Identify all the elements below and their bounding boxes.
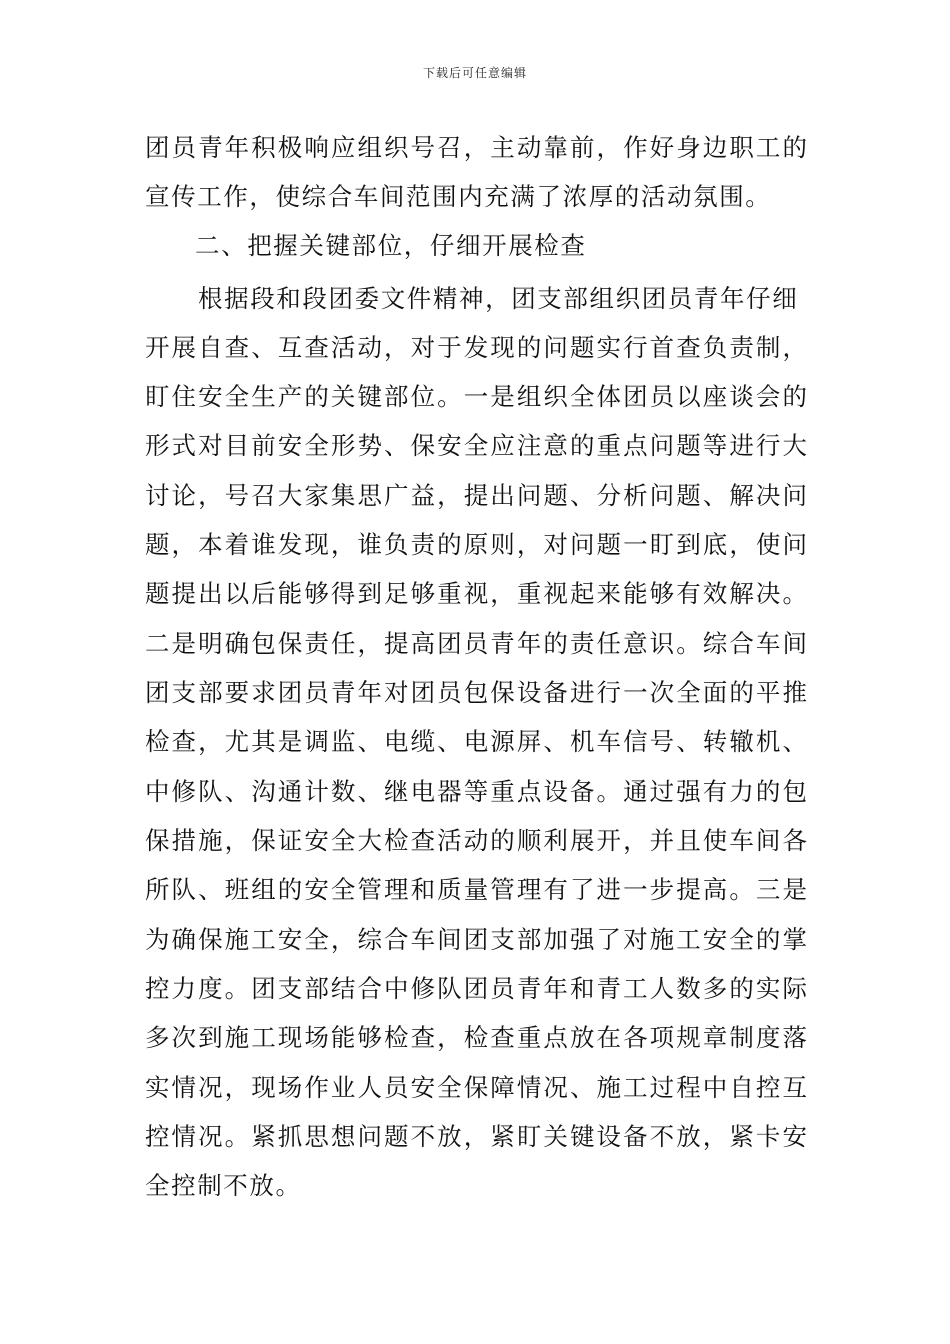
section-heading: 二、把握关键部位，仔细开展检查 [195,231,587,260]
body-line: 所队、班组的安全管理和质量管理有了进一步提高。三是 [145,875,807,904]
body-line: 团员青年积极响应组织号召，主动靠前，作好身边职工的 [145,133,807,162]
body-line: 控力度。团支部结合中修队团员青年和青工人数多的实际 [145,974,807,1003]
body-line: 检查，尤其是调监、电缆、电源屏、机车信号、转辙机、 [145,727,807,756]
body-line: 控情况。紧抓思想问题不放，紧盯关键设备不放，紧卡安 [145,1122,807,1151]
body-line: 二是明确包保责任，提高团员青年的责任意识。综合车间 [145,629,807,658]
body-line: 形式对目前安全形势、保安全应注意的重点问题等进行大 [145,431,807,460]
body-line: 根据段和段团委文件精神，团支部组织团员青年仔细 [198,284,799,313]
body-line: 题，本着谁发现，谁负责的原则，对问题一盯到底，使问 [145,530,807,559]
body-line: 开展自查、互查活动，对于发现的问题实行首查负责制， [145,333,807,362]
body-line: 宣传工作，使综合车间范围内充满了浓厚的活动氛围。 [145,182,772,211]
body-line: 多次到施工现场能够检查，检查重点放在各项规章制度落 [145,1023,807,1052]
body-line: 全控制不放。 [145,1171,302,1200]
body-line: 中修队、沟通计数、继电器等重点设备。通过强有力的包 [145,777,807,806]
body-line: 团支部要求团员青年对团员包保设备进行一次全面的平推 [145,678,807,707]
body-line: 讨论，号召大家集思广益，提出问题、分析问题、解决问 [145,481,807,510]
body-line: 为确保施工安全，综合车间团支部加强了对施工安全的掌 [145,925,807,954]
body-line: 保措施，保证安全大检查活动的顺利展开，并且使车间各 [145,826,807,855]
body-line: 盯住安全生产的关键部位。一是组织全体团员以座谈会的 [145,382,807,411]
body-line: 题提出以后能够得到足够重视，重视起来能够有效解决。 [145,579,807,608]
body-line: 实情况，现场作业人员安全保障情况、施工过程中自控互 [145,1073,807,1102]
header-note: 下载后可任意编辑 [422,66,527,80]
